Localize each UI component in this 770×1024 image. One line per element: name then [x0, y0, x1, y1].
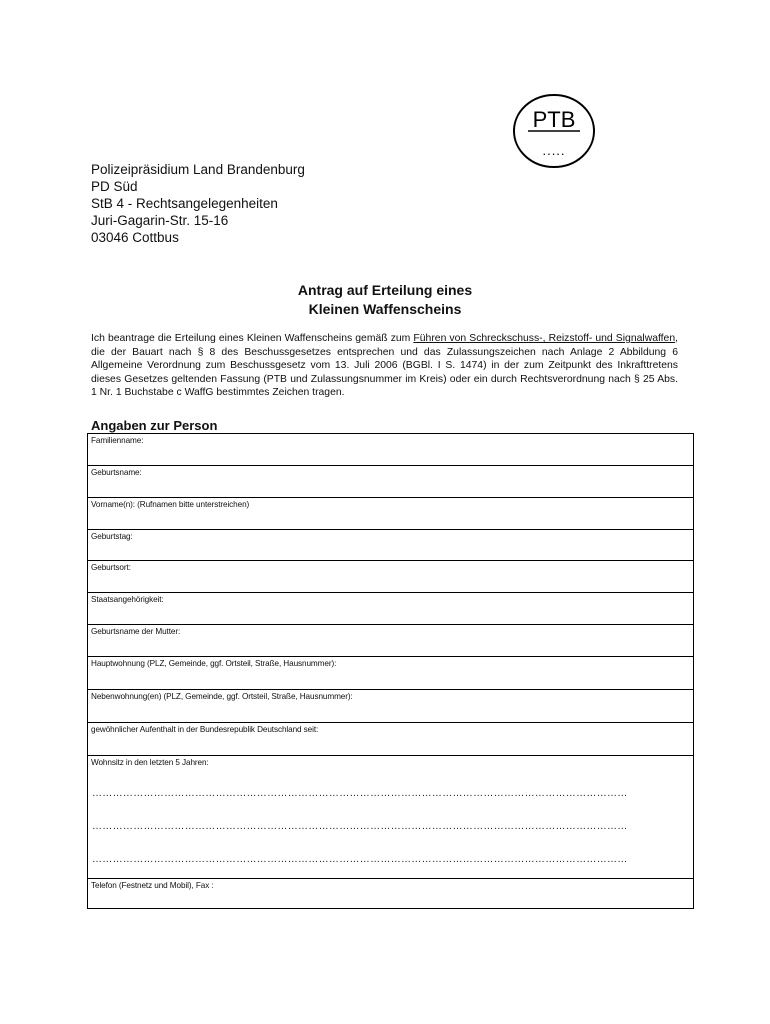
- address-line: 03046 Cottbus: [91, 230, 179, 245]
- logo-dots: .....: [542, 143, 566, 158]
- field-label: Nebenwohnung(en) (PLZ, Gemeinde, ggf. Ortsteil, Straße, Hausnummer):: [91, 692, 353, 701]
- dotted-entry-line: …………………………………………………………………………………………………………………………………………: [92, 854, 628, 865]
- field-geburtsort[interactable]: [88, 561, 693, 593]
- intro-paragraph: [91, 332, 678, 400]
- intro-text-2: , die der Bauart nach § 8 des Beschussgesetzes entsprechen und das Zulassungszeichen nach Anlage 2 Abbildung 6 Allgemeine Verordnung zum Beschussgesetz vom 13. Juli 2006 (BGBl. I S. 1474) in der zum Zeitpunkt des Inkrafttretens dieses Gesetzes geltenden Fassung (PTB und Zulassungsnummer im Kreis) oder ein durch Rechtsverordnung nach § 25 Abs. 1 Nr. 1 Buchstabe c WaffG bestimmtes Zeichen tragen.: [91, 333, 679, 399]
- field-label: Geburtsort:: [91, 563, 131, 572]
- field-label: Telefon (Festnetz und Mobil), Fax :: [91, 881, 214, 890]
- title-line-1: Antrag auf Erteilung eines: [297, 282, 473, 298]
- address-line: Polizeipräsidium Land Brandenburg: [91, 162, 305, 177]
- field-wohnsitz-5-jahre[interactable]: [88, 756, 693, 879]
- field-nebenwohnung[interactable]: [88, 690, 693, 723]
- dotted-entry-line: …………………………………………………………………………………………………………………………………………: [92, 788, 628, 799]
- field-hauptwohnung[interactable]: [88, 657, 693, 690]
- field-label: Staatsangehörigkeit:: [91, 595, 164, 604]
- personal-data-form: [87, 433, 694, 909]
- field-label: Geburtsname der Mutter:: [91, 627, 181, 636]
- intro-underlined-text: Führen von Schreckschuss-, Reizstoff- und Signalwaffen: [413, 333, 676, 344]
- field-label: Wohnsitz in den letzten 5 Jahren:: [91, 758, 209, 767]
- field-geburtsname[interactable]: [88, 466, 693, 498]
- field-geburtsname-mutter[interactable]: [88, 625, 693, 657]
- field-label: Hauptwohnung (PLZ, Gemeinde, ggf. Ortsteil, Straße, Hausnummer):: [91, 659, 337, 668]
- field-geburtstag[interactable]: [88, 530, 693, 561]
- field-label: gewöhnlicher Aufenthalt in der Bundesrepublik Deutschland seit:: [91, 725, 319, 734]
- field-label: Vorname(n): (Rufnamen bitte unterstreichen): [91, 500, 250, 509]
- field-label: Familienname:: [91, 436, 144, 445]
- field-gewoehnlicher-aufenthalt[interactable]: [88, 723, 693, 756]
- field-vornamen[interactable]: [88, 498, 693, 530]
- field-telefon[interactable]: [88, 879, 693, 908]
- address-line: StB 4 - Rechtsangelegenheiten: [91, 196, 278, 211]
- field-label: Geburtstag:: [91, 532, 133, 541]
- address-line: Juri-Gagarin-Str. 15-16: [91, 213, 229, 228]
- ptb-logo: [512, 93, 596, 169]
- logo-text: PTB: [532, 107, 576, 132]
- recipient-address: [91, 161, 305, 246]
- address-line: PD Süd: [91, 179, 138, 194]
- field-familienname[interactable]: [88, 434, 693, 466]
- field-staatsangehoerigkeit[interactable]: [88, 593, 693, 625]
- intro-text-1: Ich beantrage die Erteilung eines Kleinen Waffenscheins gemäß zum: [91, 333, 414, 344]
- field-label: Geburtsname:: [91, 468, 142, 477]
- document-title: [0, 281, 770, 319]
- title-line-2: Kleinen Waffenscheins: [308, 301, 462, 317]
- ptb-seal-graphic: [512, 93, 596, 169]
- dotted-entry-line: …………………………………………………………………………………………………………………………………………: [92, 821, 628, 832]
- section-heading: Angaben zur Person: [91, 418, 218, 433]
